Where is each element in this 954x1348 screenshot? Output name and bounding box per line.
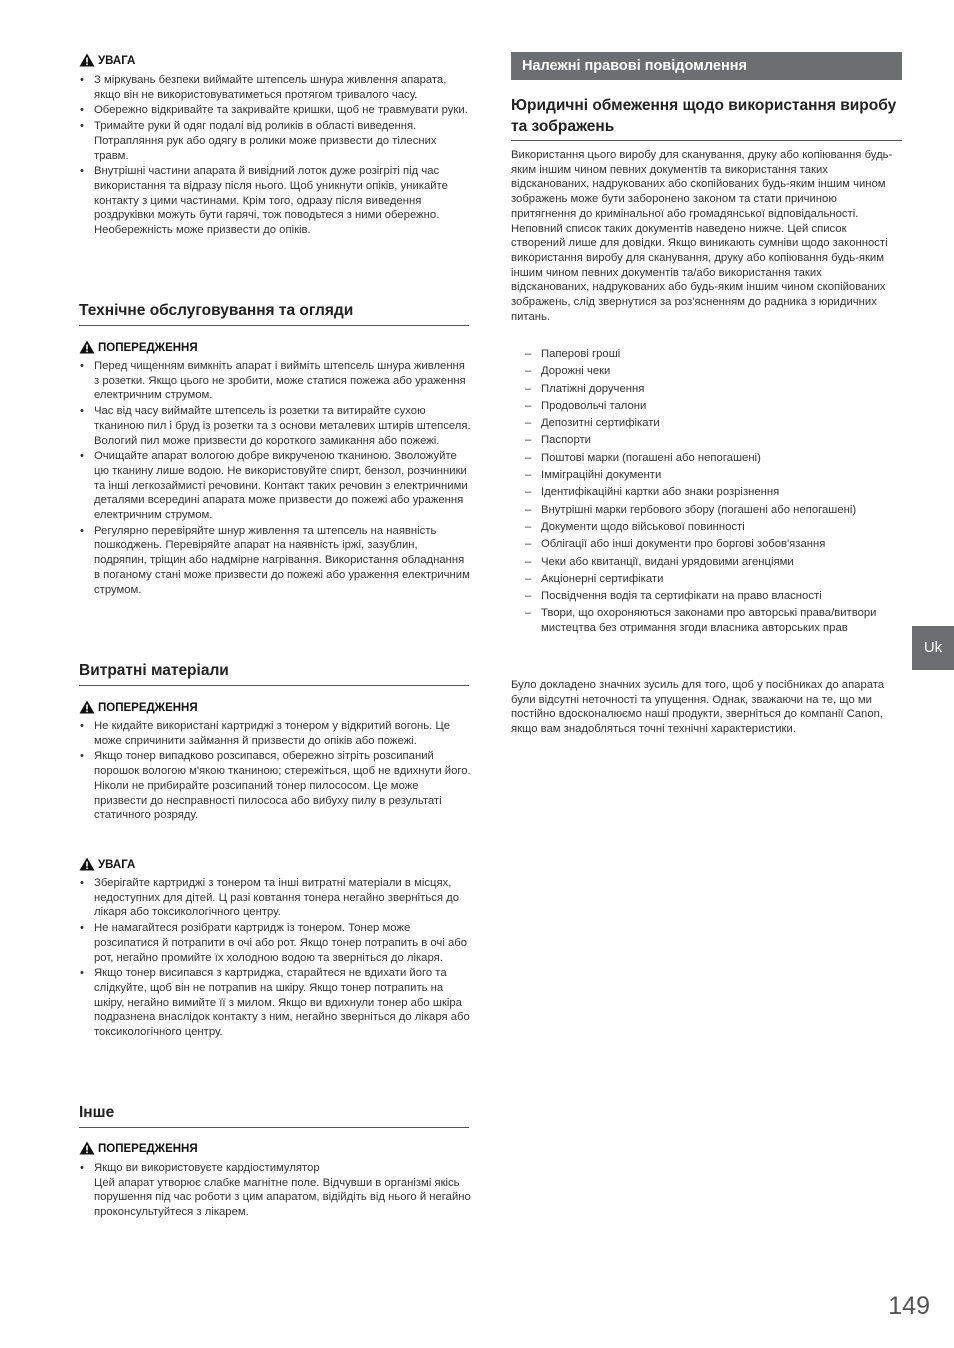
page-number: 149 [888,1292,930,1320]
list-item: – Облігації або інші документи про боргові зобов'язання [511,537,902,552]
warning-triangle-icon [79,340,95,354]
list-item: – Поштові марки (погашені або непогашені) [511,451,902,466]
list-item: • Не кидайте використані картриджі з тонером у відкритий вогонь. Це може спричинити займання й призвести до опіків або пожежі. [79,719,471,748]
legal-heading: Юридичні обмеження щодо використання виробу та зображень [511,95,902,141]
warning-label: ПОПЕРЕДЖЕННЯ [98,702,198,714]
caution-label: УВАГА [98,859,136,871]
warning-list [79,719,471,824]
section-title-consumables: Витратні матеріали [79,662,469,686]
language-tab[interactable]: Uk [912,626,954,670]
list-item: • Не намагайтеся розібрати картридж із тонером. Тонер може розсипатися й потрапити в очі або рот. Якщо тонер потрапить в очі або рот, негайно промийте їх холодною водою та зверніться до лікаря. [79,921,471,965]
list-item: • З міркувань безпеки виймайте штепсель шнура живлення апарата, якщо він не використовуватиметься протягом тривалого часу. [79,73,471,102]
list-item: • Регулярно перевіряйте шнур живлення та штепсель на наявність пошкоджень. Перевіряйте апарат на наявність іржі, зазублин, подряпин, тріщин або надмірне нагрівання. Використання обладнання в поганому стані може призвести до пожежі або ураження електричним струмом. [79,524,471,598]
warning-list [79,1161,471,1221]
list-item: – Імміграційні документи [511,468,902,483]
list-item: • Час від часу виймайте штепсель із розетки та витирайте сухою тканиною пил і бруд із розетки та з основи металевих штирів штепселя. Вологий пил може призвести до короткого замикання або пожежі. [79,404,471,448]
warning-triangle-icon [79,700,95,714]
list-item: – Платіжні доручення [511,382,902,397]
warning-header [79,1141,198,1156]
list-item: – Внутрішні марки гербового збору (погашені або непогашені) [511,503,902,518]
legal-closing: Було докладено значних зусиль для того, щоб у посібниках до апарата були відсутні неточності та упущення. Однак, зважаючи на те, що ми постійно вдосконалюємо наші продукти, зверніться до компанії Canon, якщо вам знадобляться точні технічні характеристики. [511,679,885,736]
section-bar-title: Належні правові повідомлення [511,52,902,80]
list-item: • Тримайте руки й одяг подалі від роликів в області виведення. Потрапляння рук або одягу в ролики може призвести до тілесних травм. [79,119,471,163]
warning-triangle-icon [79,857,95,871]
list-item: • Якщо тонер висипався з картриджа, старайтеся не вдихати його та слідкуйте, щоб він не потрапив на шкіру. Якщо тонер потрапить на шкіру, негайно вимийте її з милом. Якщо ви вдихнули тонер або шкіра подразнена внаслідок контакту з ним, негайно зверніться до лікаря або токсикологічного центру. [79,966,471,1040]
caution-label: УВАГА [98,55,136,67]
caution-header [79,857,135,872]
list-item-body: Цей апарат утворює слабке магнітне поле. Відчувши в організмі якісь порушення під час роботи з цим апаратом, відійдіть від нього й негайно проконсультуйтеся з лікарем. [94,1176,471,1219]
list-item: – Дорожні чеки [511,364,902,379]
list-item: • Якщо тонер випадково розсипався, обережно зітріть розсипаний порошок вологою м'якою тканиною; стережіться, щоб не вдихнути його. Ніколи не прибирайте розсипаний тонер пилососом. Це може призвести до несправності пилососа або вибуху пилу в результаті статичного розряду. [79,749,471,823]
document-list [511,347,902,638]
list-item: – Паперові гроші [511,347,902,362]
caution-list [79,73,471,239]
list-item: – Ідентифікаційні картки або знаки розрізнення [511,485,902,500]
section-title-maintenance: Технічне обслуговування та огляди [79,302,469,326]
list-item: • Зберігайте картриджі з тонером та інші витратні матеріали в місцях, недоступних для дітей. Ц разі ковтання тонера негайно зверніться до лікаря або токсикологічного центру. [79,876,471,920]
warning-header [79,700,198,715]
list-item: – Депозитні сертифікати [511,416,902,431]
list-item: – Продовольчі талони [511,399,902,414]
caution-header [79,53,135,68]
list-item: – Документи щодо військової повинності [511,520,902,535]
list-item: – Акціонерні сертифікати [511,572,902,587]
warning-triangle-icon [79,1141,95,1155]
list-item: • Внутрішні частини апарата й вивідний лоток дуже розігріті під час використання та відразу після нього. Щоб уникнути опіків, уникайте контакту з цими частинами. Крім того, одразу після виведення роздруківки можуть бути гарячі, тож поводьтеся з ними обережно. Необережність може призвести до опіків. [79,164,471,238]
warning-label: ПОПЕРЕДЖЕННЯ [98,342,198,354]
warning-label: ПОПЕРЕДЖЕННЯ [98,1143,198,1155]
list-item [79,1161,471,1220]
list-item: • Перед чищенням вимкніть апарат і вийміть штепсель шнура живлення з розетки. Якщо цього не зробити, може статися пожежа або ураження електричним струмом. [79,359,471,403]
caution-list [79,876,471,1041]
warning-header [79,340,198,355]
list-item: – Паспорти [511,433,902,448]
warning-triangle-icon [79,53,95,67]
list-item: – Посвідчення водія та сертифікати на право власності [511,589,902,604]
list-item: – Чеки або квитанції, видані урядовими агенціями [511,555,902,570]
list-item-title: Якщо ви використовуєте кардіостимулятор [94,1162,320,1174]
list-item: • Обережно відкривайте та закривайте кришки, щоб не травмувати руки. [79,103,471,118]
section-title-other: Інше [79,1104,469,1128]
list-item: • Очищайте апарат вологою добре викрученою тканиною. Зволожуйте цю тканину лише водою. Не використовуйте спирт, бензол, розчинники та інші легкозаймисті речовини. Контакт таких речовин з електричними деталями всередині апарата може призвести до пожежі або ураження електричним струмом. [79,449,471,523]
list-item: – Твори, що охороняються законами про авторські права/витвори мистецтва без отримання згоди власника авторських прав [511,606,902,635]
legal-intro: Використання цього виробу для сканування, друку або копіювання будь-яким іншим чином певних документів та використання таких відсканованих, надрукованих або скопійованих будь-яким іншим чином зображень може бути заборонено законом та стати причиною притягнення до кримінальної або громадянської відповідальності. Неповний список таких документів наведено нижче. Цей список створений лише для довідки. Якщо виникають сумніви щодо законності використання виробу для сканування, друку або копіювання будь-яким іншим чином певних документів та/або використання таких відсканованих, надрукованих або будь-яким іншим чином скопійованих зображень, слід звернутися за роз'ясненням до радника з юридичних питань. [511,149,893,323]
warning-list [79,359,471,598]
